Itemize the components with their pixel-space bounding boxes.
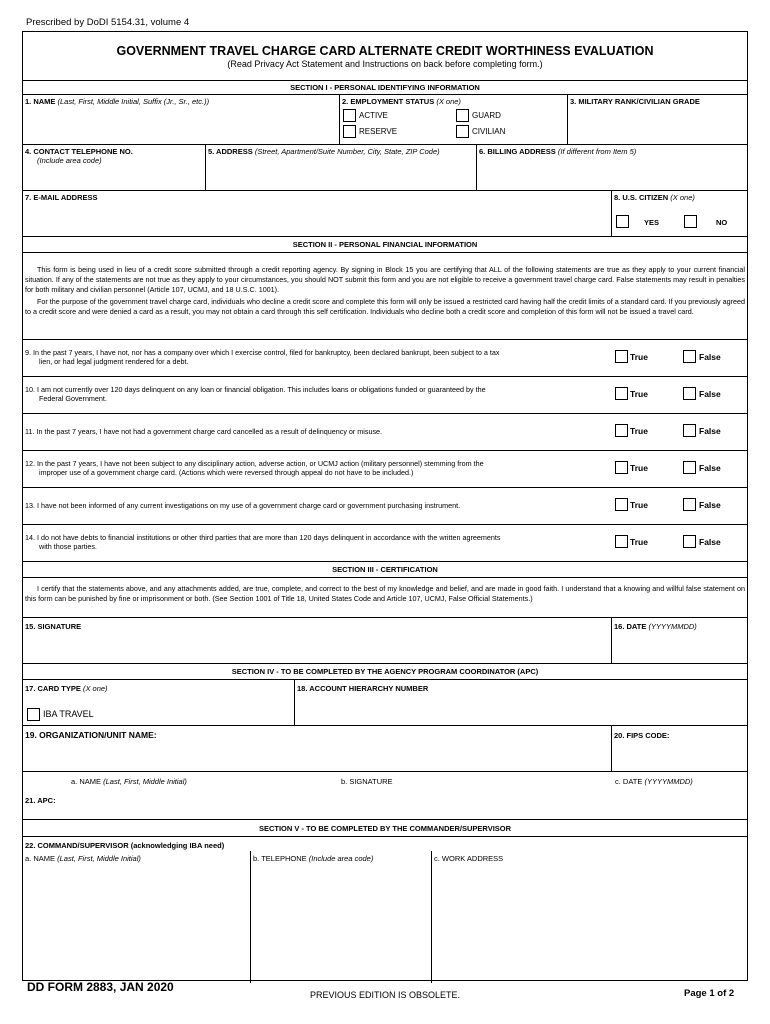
email-label: 7. E-MAIL ADDRESS (25, 193, 98, 202)
billing-label: 6. BILLING ADDRESS (479, 147, 556, 156)
iba-travel-checkbox[interactable] (27, 708, 40, 721)
apc-name-hint: (Last, First, Middle Initial) (103, 777, 187, 786)
section-5-header (23, 819, 747, 836)
supervisor-phone-field[interactable] (250, 851, 431, 983)
address-hint: (Street, Apartment/Suite Number, City, State, ZIP Code) (254, 147, 440, 156)
question-11-row (23, 413, 747, 450)
page-number: Page 1 of 2 (684, 988, 735, 999)
hierarchy-field[interactable] (294, 680, 749, 725)
instruction-paragraph-2: For the purpose of the government travel charge card, individuals who decline a credit score and complete this form will only be issued a restricted card having half the credit limits of a standard card. If you previously agreed to a credit score and were denied a card as a result, you may not obtain a card through this self certification. Individuals who decline both a credit score and completion of this form will not be issued a travel card. (25, 297, 745, 316)
reserve-label: RESERVE (359, 127, 398, 136)
question-13-row (23, 487, 747, 524)
q9-false-checkbox[interactable] (683, 350, 696, 363)
q13-true-label: True (630, 500, 648, 510)
section-3-heading: SECTION III - CERTIFICATION (332, 565, 438, 574)
section-1-heading: SECTION I - PERSONAL IDENTIFYING INFORMATION (290, 83, 480, 92)
date-label: 16. DATE (614, 622, 647, 631)
supervisor-name-label: a. NAME (25, 854, 56, 863)
row-email-citizen (23, 190, 747, 236)
organization-field[interactable] (23, 726, 611, 771)
citizen-no-label: NO (716, 218, 728, 227)
civilian-checkbox[interactable] (456, 125, 469, 138)
active-label: ACTIVE (359, 111, 388, 120)
reserve-checkbox[interactable] (343, 125, 356, 138)
form-id: DD FORM 2883, JAN 2020 (27, 980, 174, 994)
q12-false-checkbox[interactable] (683, 461, 696, 474)
question-10-row (23, 376, 747, 413)
q14-true-label: True (630, 537, 648, 547)
certification-text: I certify that the statements above, and any attachments added, are true, complete, and correct to the best of my knowledge and belief, and are made in good faith. I understand that a knowing and willful false statement on this form can be punished by fine or imprisonment or both. (See Section 1001 of Title 18, United States Code and Article 107, UCMJ, False Official Statements.) (25, 584, 745, 603)
row-card-type (23, 679, 747, 725)
q10-false-label: False (699, 389, 721, 399)
row-organization (23, 725, 747, 771)
supervisor-name-field[interactable] (23, 851, 250, 983)
q10-true-label: True (630, 389, 648, 399)
citizen-no-checkbox[interactable] (684, 215, 697, 228)
supervisor-name-hint: (Last, First, Middle Initial) (57, 854, 141, 863)
question-9-row (23, 339, 747, 376)
guard-label: GUARD (472, 111, 501, 120)
obsolete-note: PREVIOUS EDITION IS OBSOLETE. (309, 990, 461, 1000)
question-12-row (23, 450, 747, 487)
date-hint: (YYYYMMDD) (648, 622, 697, 631)
command-label: 22. COMMAND/SUPERVISOR (acknowledging IBA need) (25, 841, 225, 850)
row-signature-date (23, 617, 747, 663)
name-field[interactable] (23, 95, 339, 144)
active-checkbox[interactable] (343, 109, 356, 122)
guard-checkbox[interactable] (456, 109, 469, 122)
instruction-paragraph-1: This form is being used in lieu of a credit score submitted through a credit reporting agency. By signing in Block 15 you are certifying that ALL of the following statements are true as they apply to your current financial situation. If any of the statements are not true as they apply to your circumstances, you should NOT submit this form and you are not eligible to receive a government travel charge card. False statements may result in penalties for both military and civilian personnel (Article 107, UCMJ, and 18 U.S.C. 1001). (25, 265, 745, 294)
question-13-text: 13. I have not been informed of any current investigations on my use of a government charge card or government purchasing instrument. (25, 501, 461, 510)
q11-false-label: False (699, 426, 721, 436)
apc-label: 21. APC: (25, 796, 56, 805)
q9-true-label: True (630, 352, 648, 362)
q11-true-checkbox[interactable] (615, 424, 628, 437)
q14-false-checkbox[interactable] (683, 535, 696, 548)
card-type-label: 17. CARD TYPE (25, 684, 81, 693)
employment-label: 2. EMPLOYMENT STATUS (342, 97, 435, 106)
signature-field[interactable] (23, 618, 611, 663)
citizen-field (611, 191, 749, 236)
iba-travel-label: IBA TRAVEL (43, 709, 94, 719)
certification-statement (23, 577, 747, 617)
q10-false-checkbox[interactable] (683, 387, 696, 400)
question-9-text: 9. In the past 7 years, I have not, nor has a company over which I exercise control, filed for bankruptcy, been declared bankrupt, been subject to a tax lien, or had legal judgment rendered for a debt. (25, 348, 500, 366)
citizen-yes-checkbox[interactable] (616, 215, 629, 228)
billing-address-field[interactable] (476, 145, 749, 190)
row-phone-address (23, 144, 747, 190)
section-4-header (23, 663, 747, 679)
organization-label: 19. ORGANIZATION/UNIT NAME: (25, 730, 157, 740)
q11-false-checkbox[interactable] (683, 424, 696, 437)
card-type-field (23, 680, 294, 725)
q12-true-checkbox[interactable] (615, 461, 628, 474)
card-type-hint: (X one) (82, 684, 108, 693)
row-apc (23, 771, 747, 819)
q13-true-checkbox[interactable] (615, 498, 628, 511)
q11-true-label: True (630, 426, 648, 436)
address-field[interactable] (205, 145, 476, 190)
billing-hint: (If different from Item 5) (557, 147, 637, 156)
q10-true-checkbox[interactable] (615, 387, 628, 400)
name-label: 1. NAME (25, 97, 56, 106)
question-11-text: 11. In the past 7 years, I have not had a government charge card cancelled as a result of delinquency or misuse. (25, 427, 383, 436)
command-subfields (23, 851, 747, 983)
section-2-heading: SECTION II - PERSONAL FINANCIAL INFORMATION (292, 240, 478, 249)
q12-false-label: False (699, 463, 721, 473)
section-4-heading: SECTION IV - TO BE COMPLETED BY THE AGENCY PROGRAM COORDINATOR (APC) (231, 667, 539, 676)
supervisor-work-address-field[interactable] (431, 851, 749, 983)
hierarchy-label: 18. ACCOUNT HIERARCHY NUMBER (297, 684, 429, 693)
financial-instructions (23, 252, 747, 339)
q14-false-label: False (699, 537, 721, 547)
form-title: GOVERNMENT TRAVEL CHARGE CARD ALTERNATE CREDIT WORTHINESS EVALUATION (116, 44, 654, 58)
travel-card-form (22, 31, 748, 981)
row-command-supervisor (23, 836, 747, 982)
citizen-label: 8. U.S. CITIZEN (614, 193, 669, 202)
apc-name-label: a. NAME (71, 777, 102, 786)
apc-signature-label: b. SIGNATURE (341, 777, 393, 786)
apc-date-hint: (YYYYMMDD) (644, 777, 693, 786)
question-14-row (23, 524, 747, 561)
employment-status-field (339, 95, 567, 144)
section-3-header (23, 561, 747, 577)
email-field[interactable] (23, 191, 611, 236)
citizen-hint: (X one) (670, 193, 695, 202)
name-hint: (Last, First, Middle Initial, Suffix (Jr., Sr., etc.)) (57, 97, 210, 106)
rank-label: 3. MILITARY RANK/CIVILIAN GRADE (570, 97, 700, 106)
address-label: 5. ADDRESS (208, 147, 253, 156)
q14-true-checkbox[interactable] (615, 535, 628, 548)
q12-true-label: True (630, 463, 648, 473)
q13-false-checkbox[interactable] (683, 498, 696, 511)
apc-name-field[interactable] (71, 777, 187, 786)
phone-hint: (Include area code) (37, 156, 102, 165)
row-name-employment (23, 94, 747, 144)
section-1-header (23, 80, 747, 94)
citizen-yes-label: YES (644, 218, 660, 227)
prescribed-note: Prescribed by DoDI 5154.31, volume 4 (26, 17, 190, 28)
civilian-label: CIVILIAN (472, 127, 506, 136)
section-5-heading: SECTION V - TO BE COMPLETED BY THE COMMANDER/SUPERVISOR (258, 824, 512, 833)
supervisor-phone-label: b. TELEPHONE (253, 854, 307, 863)
section-2-header (23, 236, 747, 252)
apc-signature-field[interactable] (341, 777, 393, 786)
phone-field[interactable] (23, 145, 205, 190)
question-12-text: 12. In the past 7 years, I have not been subject to any disciplinary action, adverse action, or UCMJ action (military personnel) stemming from the improper use of a government charge card. (Actions which were reversed through appeal do not have to be included.) (25, 459, 484, 477)
question-14-text: 14. I do not have debts to financial institutions or other third parties that are more than 120 days delinquent in accordance with the written agreements with those parties. (25, 533, 501, 551)
signature-label: 15. SIGNATURE (25, 622, 82, 631)
apc-date-field[interactable] (615, 777, 693, 786)
employment-hint: (X one) (436, 97, 461, 106)
q13-false-label: False (699, 500, 721, 510)
supervisor-work-label: c. WORK ADDRESS (434, 854, 504, 863)
rank-field[interactable] (567, 95, 749, 144)
q9-false-label: False (699, 352, 721, 362)
supervisor-phone-hint: (Include area code) (308, 854, 374, 863)
date-field[interactable] (611, 618, 749, 663)
form-subtitle: (Read Privacy Act Statement and Instructions on back before completing form.) (227, 59, 543, 69)
fips-field[interactable] (611, 726, 749, 771)
apc-date-label: c. DATE (615, 777, 643, 786)
q9-true-checkbox[interactable] (615, 350, 628, 363)
phone-label: 4. CONTACT TELEPHONE NO. (25, 147, 133, 156)
question-10-text: 10. I am not currently over 120 days delinquent on any loan or financial obligation. This includes loans or obligations funded or guaranteed by the Federal Government. (25, 385, 486, 403)
fips-label: 20. FIPS CODE: (614, 731, 670, 740)
